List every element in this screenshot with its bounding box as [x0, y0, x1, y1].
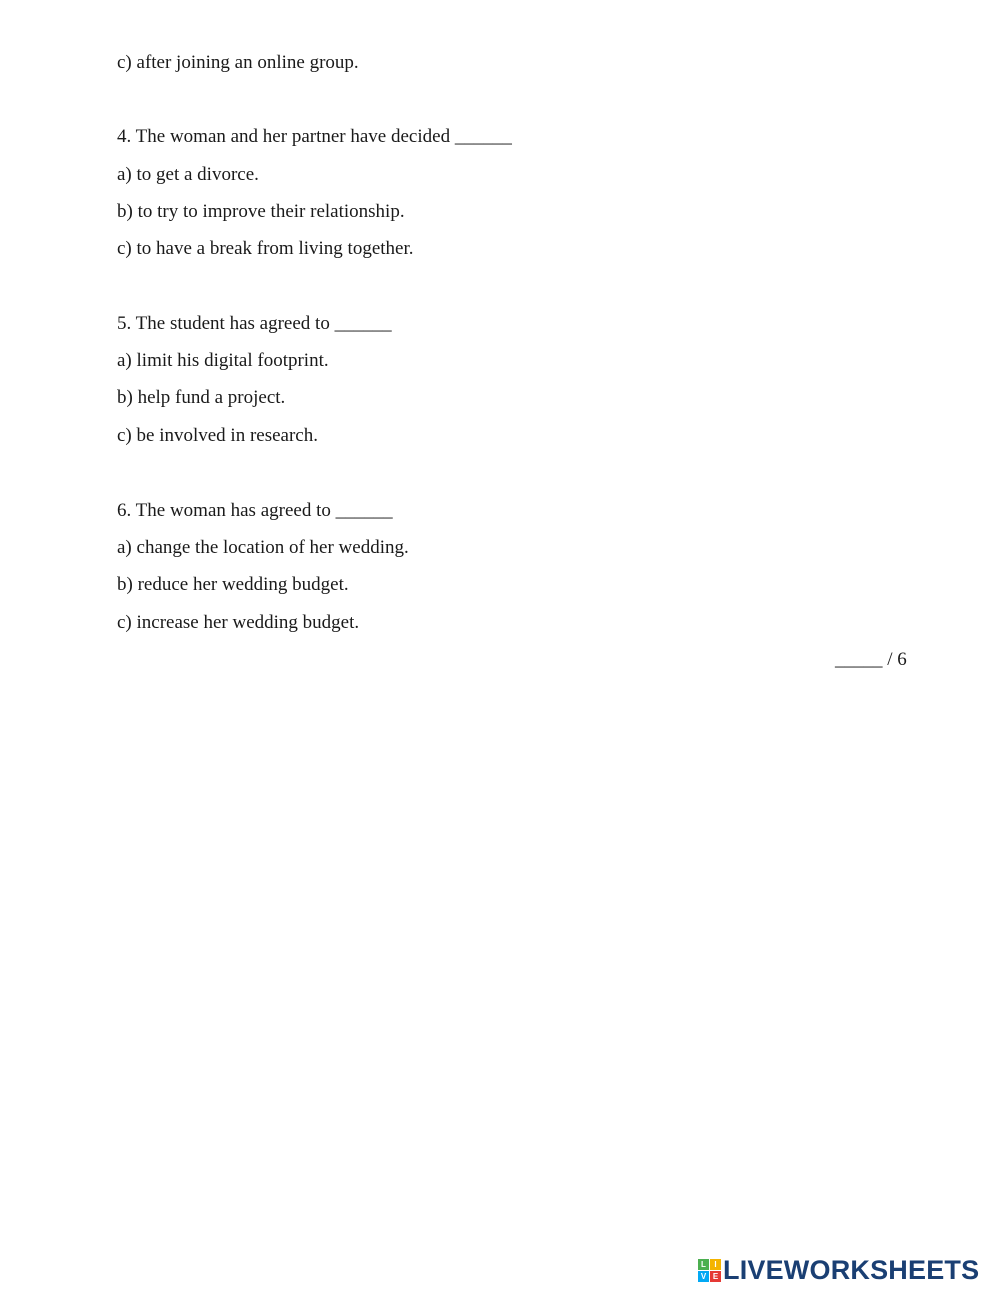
question-5-option-b: b) help fund a project. [117, 387, 286, 408]
question-3-option-c: c) after joining an online group. [117, 52, 359, 73]
logo-tile-i: I [710, 1259, 721, 1270]
logo-tile-v: V [698, 1271, 709, 1282]
logo-wordmark: LIVEWORKSHEETS [723, 1255, 980, 1285]
question-6-prompt: 6. The woman has agreed to ______ [117, 500, 393, 521]
question-6-option-b: b) reduce her wedding budget. [117, 574, 349, 595]
question-5-prompt: 5. The student has agreed to ______ [117, 313, 392, 334]
question-4-option-b: b) to try to improve their relationship. [117, 201, 405, 222]
question-5-option-a: a) limit his digital footprint. [117, 350, 329, 371]
liveworksheets-logo[interactable] [698, 1255, 979, 1285]
question-4-option-a: a) to get a divorce. [117, 164, 259, 185]
question-4-option-c: c) to have a break from living together. [117, 238, 414, 259]
logo-mark-icon [698, 1259, 721, 1282]
logo-tile-e: E [710, 1271, 721, 1282]
question-6-option-a: a) change the location of her wedding. [117, 537, 409, 558]
question-6-option-c: c) increase her wedding budget. [117, 612, 360, 633]
question-4-prompt: 4. The woman and her partner have decided ______ [117, 126, 512, 147]
score-total: _____ / 6 [835, 649, 907, 670]
question-5-option-c: c) be involved in research. [117, 425, 318, 446]
logo-tile-l: L [698, 1259, 709, 1270]
